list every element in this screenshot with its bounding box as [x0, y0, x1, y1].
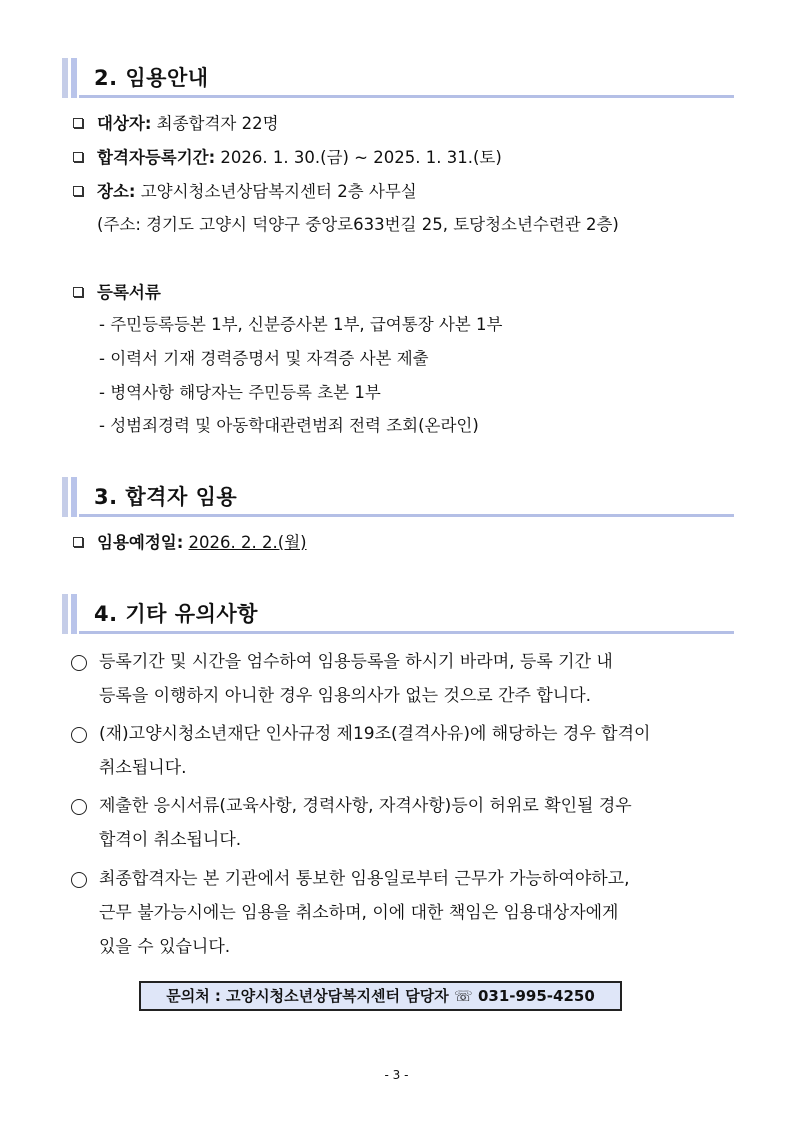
appointment-date-line — [97, 532, 307, 554]
circle-bullet-icon — [71, 799, 87, 815]
section-2-header — [62, 58, 734, 98]
target-value: 최종합격자 22명 — [151, 114, 279, 133]
square-bullet-icon — [73, 113, 83, 135]
page-number: - 3 - — [384, 1068, 409, 1082]
note-item: (재)고양시청소년재단 인사규정 제19조(결격사유)에 해당하는 경우 합격이 취소됩니다. — [99, 724, 651, 778]
contact-phone: 031-995-4250 — [477, 987, 595, 1005]
circle-bullet-icon — [71, 655, 87, 671]
doc-item: - 병역사항 해당자는 주민등록 초본 1부 — [99, 383, 381, 402]
circle-bullet-icon — [71, 872, 87, 888]
square-bullet-icon — [73, 282, 83, 304]
note-item: 등록기간 및 시간을 엄수하여 임용등록을 하시기 바라며, 등록 기간 내 등록을 이행하지 아니한 경우 임용의사가 없는 것으로 간주 합니다. — [99, 652, 613, 706]
square-bullet-icon — [73, 147, 83, 169]
section-4-header — [62, 594, 734, 634]
square-bullet-icon — [73, 532, 83, 554]
address-line: (주소: 경기도 고양시 덕양구 중앙로633번길 25, 토당청소년수련관 2층) — [97, 215, 619, 234]
note-item: 제출한 응시서류(교육사항, 경력사항, 자격사항)등이 허위로 확인될 경우 합격이 취소됩니다. — [99, 796, 632, 850]
target-line — [97, 113, 279, 135]
period-line — [97, 147, 502, 169]
doc-item: - 이력서 기재 경력증명서 및 자격증 사본 제출 — [99, 349, 429, 368]
contact-box — [139, 981, 622, 1011]
section-3-header — [62, 477, 734, 517]
period-value: 2026. 1. 30.(금) ~ 2025. 1. 31.(토) — [215, 148, 502, 167]
doc-item: - 주민등록등본 1부, 신분증사본 1부, 급여통장 사본 1부 — [99, 315, 503, 334]
phone-icon: ☏ — [453, 987, 473, 1005]
circle-bullet-icon — [71, 727, 87, 743]
square-bullet-icon — [73, 181, 83, 203]
place-value: 고양시청소년상담복지센터 2층 사무실 — [135, 182, 417, 201]
target-label: 대상자: — [97, 114, 152, 133]
section-3-title: 3. 합격자 임용 — [94, 485, 238, 509]
place-label: 장소: — [97, 182, 136, 201]
section-4-title: 4. 기타 유의사항 — [94, 602, 258, 626]
contact-label: 문의처 : 고양시청소년상담복지센터 담당자 — [166, 987, 449, 1005]
doc-item: - 성범죄경력 및 아동학대관련범죄 전력 조회(온라인) — [99, 416, 479, 435]
period-label: 합격자등록기간: — [97, 148, 216, 167]
docs-label: 등록서류 — [97, 283, 161, 302]
place-line — [97, 181, 417, 203]
appointment-date-value: 2026. 2. 2.(월) — [188, 533, 307, 552]
note-item: 최종합격자는 본 기관에서 통보한 임용일로부터 근무가 가능하여야하고, 근무 불가능시에는 임용을 취소하며, 이에 대한 책임은 임용대상자에게 있을 수 있습니다. — [99, 869, 630, 957]
section-2-title: 2. 임용안내 — [94, 66, 209, 90]
appointment-date-label: 임용예정일: — [97, 533, 184, 552]
